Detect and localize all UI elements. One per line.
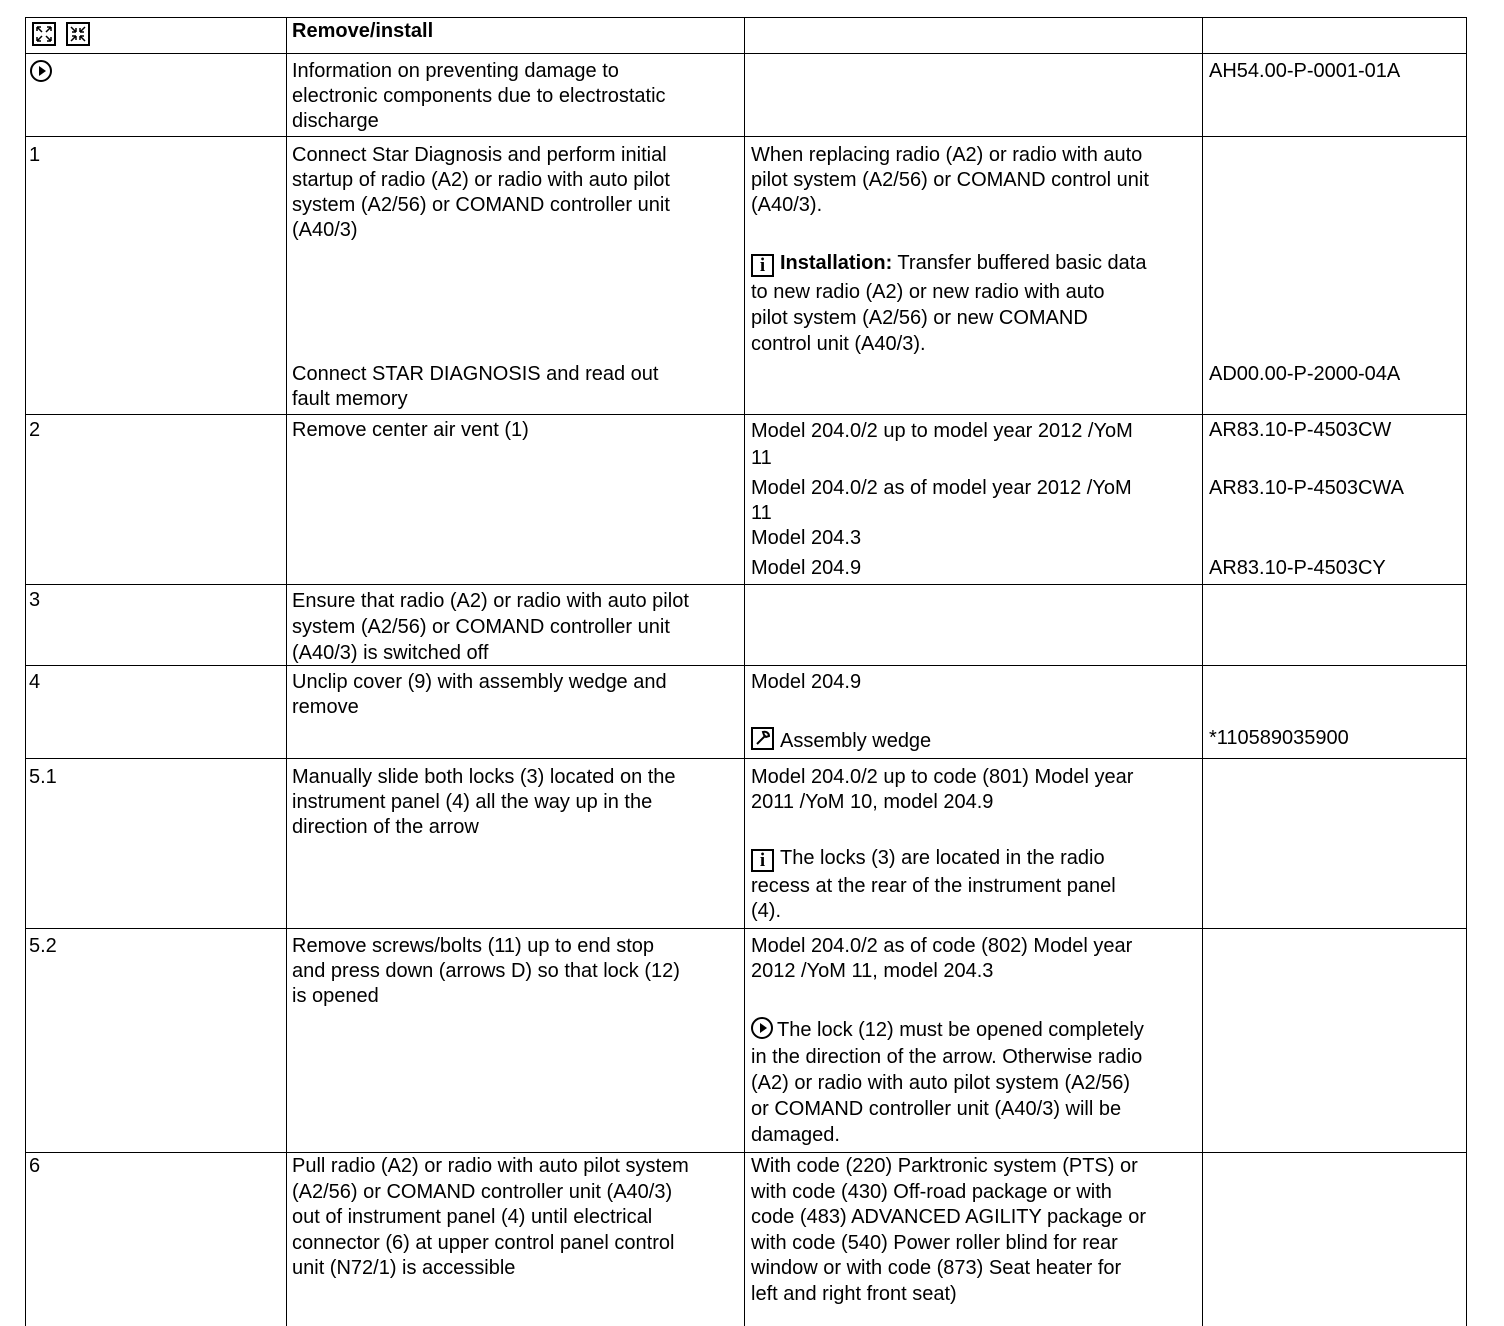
row-divider bbox=[25, 1152, 1467, 1153]
document-reference-link[interactable]: AD00.00-P-2000-04A bbox=[1209, 363, 1401, 385]
step-note: Model 204.0/2 up to code (801) Model year 2011 /YoM 10, model 204.9 bbox=[751, 766, 1134, 813]
info-text: The locks (3) are located in the radio bbox=[780, 847, 1105, 869]
step-note: When replacing radio (A2) or radio with auto pilot system (A2/56) or COMAND control unit (A40/3). bbox=[751, 144, 1149, 216]
procedure-table bbox=[25, 17, 1467, 1326]
step-number: 4 bbox=[29, 671, 41, 693]
expand-all-icon[interactable] bbox=[32, 22, 56, 46]
column-header-remove-install: Remove/install bbox=[292, 20, 434, 42]
info-note-continued: recess at the rear of the instrument panel (4). bbox=[751, 875, 1116, 922]
step-action: Pull radio (A2) or radio with auto pilot system (A2/56) or COMAND controller unit (A40/3) out of instrument panel (4) until electrical connector (6) at upper control panel control unit (N72/1) is accessible bbox=[292, 1155, 689, 1279]
document-reference-link[interactable]: AR83.10-P-4503CWA bbox=[1209, 477, 1404, 499]
row-divider bbox=[25, 584, 1467, 585]
step-action: Connect Star Diagnosis and perform initial startup of radio (A2) or radio with auto pilot system (A2/56) or COMAND controller unit (A40/3) bbox=[292, 144, 670, 241]
step-number: 2 bbox=[29, 419, 41, 441]
row-divider bbox=[25, 136, 1467, 137]
step-action: Connect STAR DIAGNOSIS and read out fault memory bbox=[292, 363, 659, 410]
special-tool bbox=[751, 727, 931, 754]
step-note: Model 204.0/2 up to model year 2012 /YoM 11 bbox=[751, 420, 1133, 469]
row-divider bbox=[25, 928, 1467, 929]
step-number: 6 bbox=[29, 1155, 41, 1177]
step-action: Ensure that radio (A2) or radio with auto pilot system (A2/56) or COMAND controller unit (A40/3) is switched off bbox=[292, 590, 689, 664]
collapse-all-icon[interactable] bbox=[66, 22, 90, 46]
row-divider bbox=[25, 665, 1467, 666]
column-divider bbox=[744, 17, 745, 1326]
step-note: Model 204.0/2 as of code (802) Model year 2012 /YoM 11, model 204.3 bbox=[751, 935, 1133, 982]
special-tool-icon bbox=[751, 727, 774, 750]
step-note: Model 204.0/2 as of model year 2012 /YoM 11 Model 204.3 bbox=[751, 477, 1132, 549]
warning-text: The lock (12) must be opened completely bbox=[777, 1019, 1144, 1041]
info-note bbox=[751, 846, 1105, 872]
step-note: Model 204.9 bbox=[751, 557, 862, 579]
step-action: Information on preventing damage to electronic components due to electrostatic discharge bbox=[292, 60, 666, 132]
document-reference-link[interactable]: AR83.10-P-4503CW bbox=[1209, 419, 1392, 441]
tool-part-number[interactable]: *110589035900 bbox=[1209, 727, 1349, 749]
info-note-continued: to new radio (A2) or new radio with auto pilot system (A2/56) or new COMAND control unit (A40/3). bbox=[751, 281, 1105, 355]
step-number: 5.2 bbox=[29, 935, 57, 957]
info-label: Installation: bbox=[780, 252, 893, 274]
caution-icon bbox=[30, 60, 52, 82]
row-divider bbox=[25, 758, 1467, 759]
info-icon: i bbox=[751, 849, 774, 872]
step-note: Model 204.9 bbox=[751, 671, 862, 693]
warning-note bbox=[751, 1017, 1144, 1043]
caution-icon bbox=[751, 1017, 773, 1039]
warning-note-continued: in the direction of the arrow. Otherwise radio (A2) or radio with auto pilot system (A2/56) or COMAND controller unit (A40/3) will be damaged. bbox=[751, 1046, 1143, 1146]
step-action: Unclip cover (9) with assembly wedge and remove bbox=[292, 671, 667, 718]
step-number: 5.1 bbox=[29, 766, 57, 788]
row-divider bbox=[25, 414, 1467, 415]
row-divider bbox=[25, 17, 1467, 18]
tool-name: Assembly wedge bbox=[780, 730, 932, 752]
step-action: Manually slide both locks (3) located on the instrument panel (4) all the way up in the direction of the arrow bbox=[292, 766, 676, 838]
step-action: Remove screws/bolts (11) up to end stop and press down (arrows D) so that lock (12) is opened bbox=[292, 935, 680, 1007]
document-reference-link[interactable]: AH54.00-P-0001-01A bbox=[1209, 60, 1401, 82]
step-action: Remove center air vent (1) bbox=[292, 419, 529, 441]
info-note bbox=[751, 251, 1146, 277]
table-border-right bbox=[1466, 17, 1467, 1326]
step-note: With code (220) Parktronic system (PTS) or with code (430) Off-road package or with code (483) ADVANCED AGILITY package or with code (540) Power roller blind for rear window or with code (873) Seat heater for left and right front seat) bbox=[751, 1155, 1147, 1305]
table-border-left bbox=[25, 17, 26, 1326]
step-number: 1 bbox=[29, 144, 41, 166]
step-number: 3 bbox=[29, 589, 41, 611]
column-divider bbox=[286, 17, 287, 1326]
document-reference-link[interactable]: AR83.10-P-4503CY bbox=[1209, 557, 1386, 579]
info-text: Transfer buffered basic data bbox=[892, 252, 1147, 274]
row-divider bbox=[25, 53, 1467, 54]
column-divider bbox=[1202, 17, 1203, 1326]
info-icon: i bbox=[751, 254, 774, 277]
